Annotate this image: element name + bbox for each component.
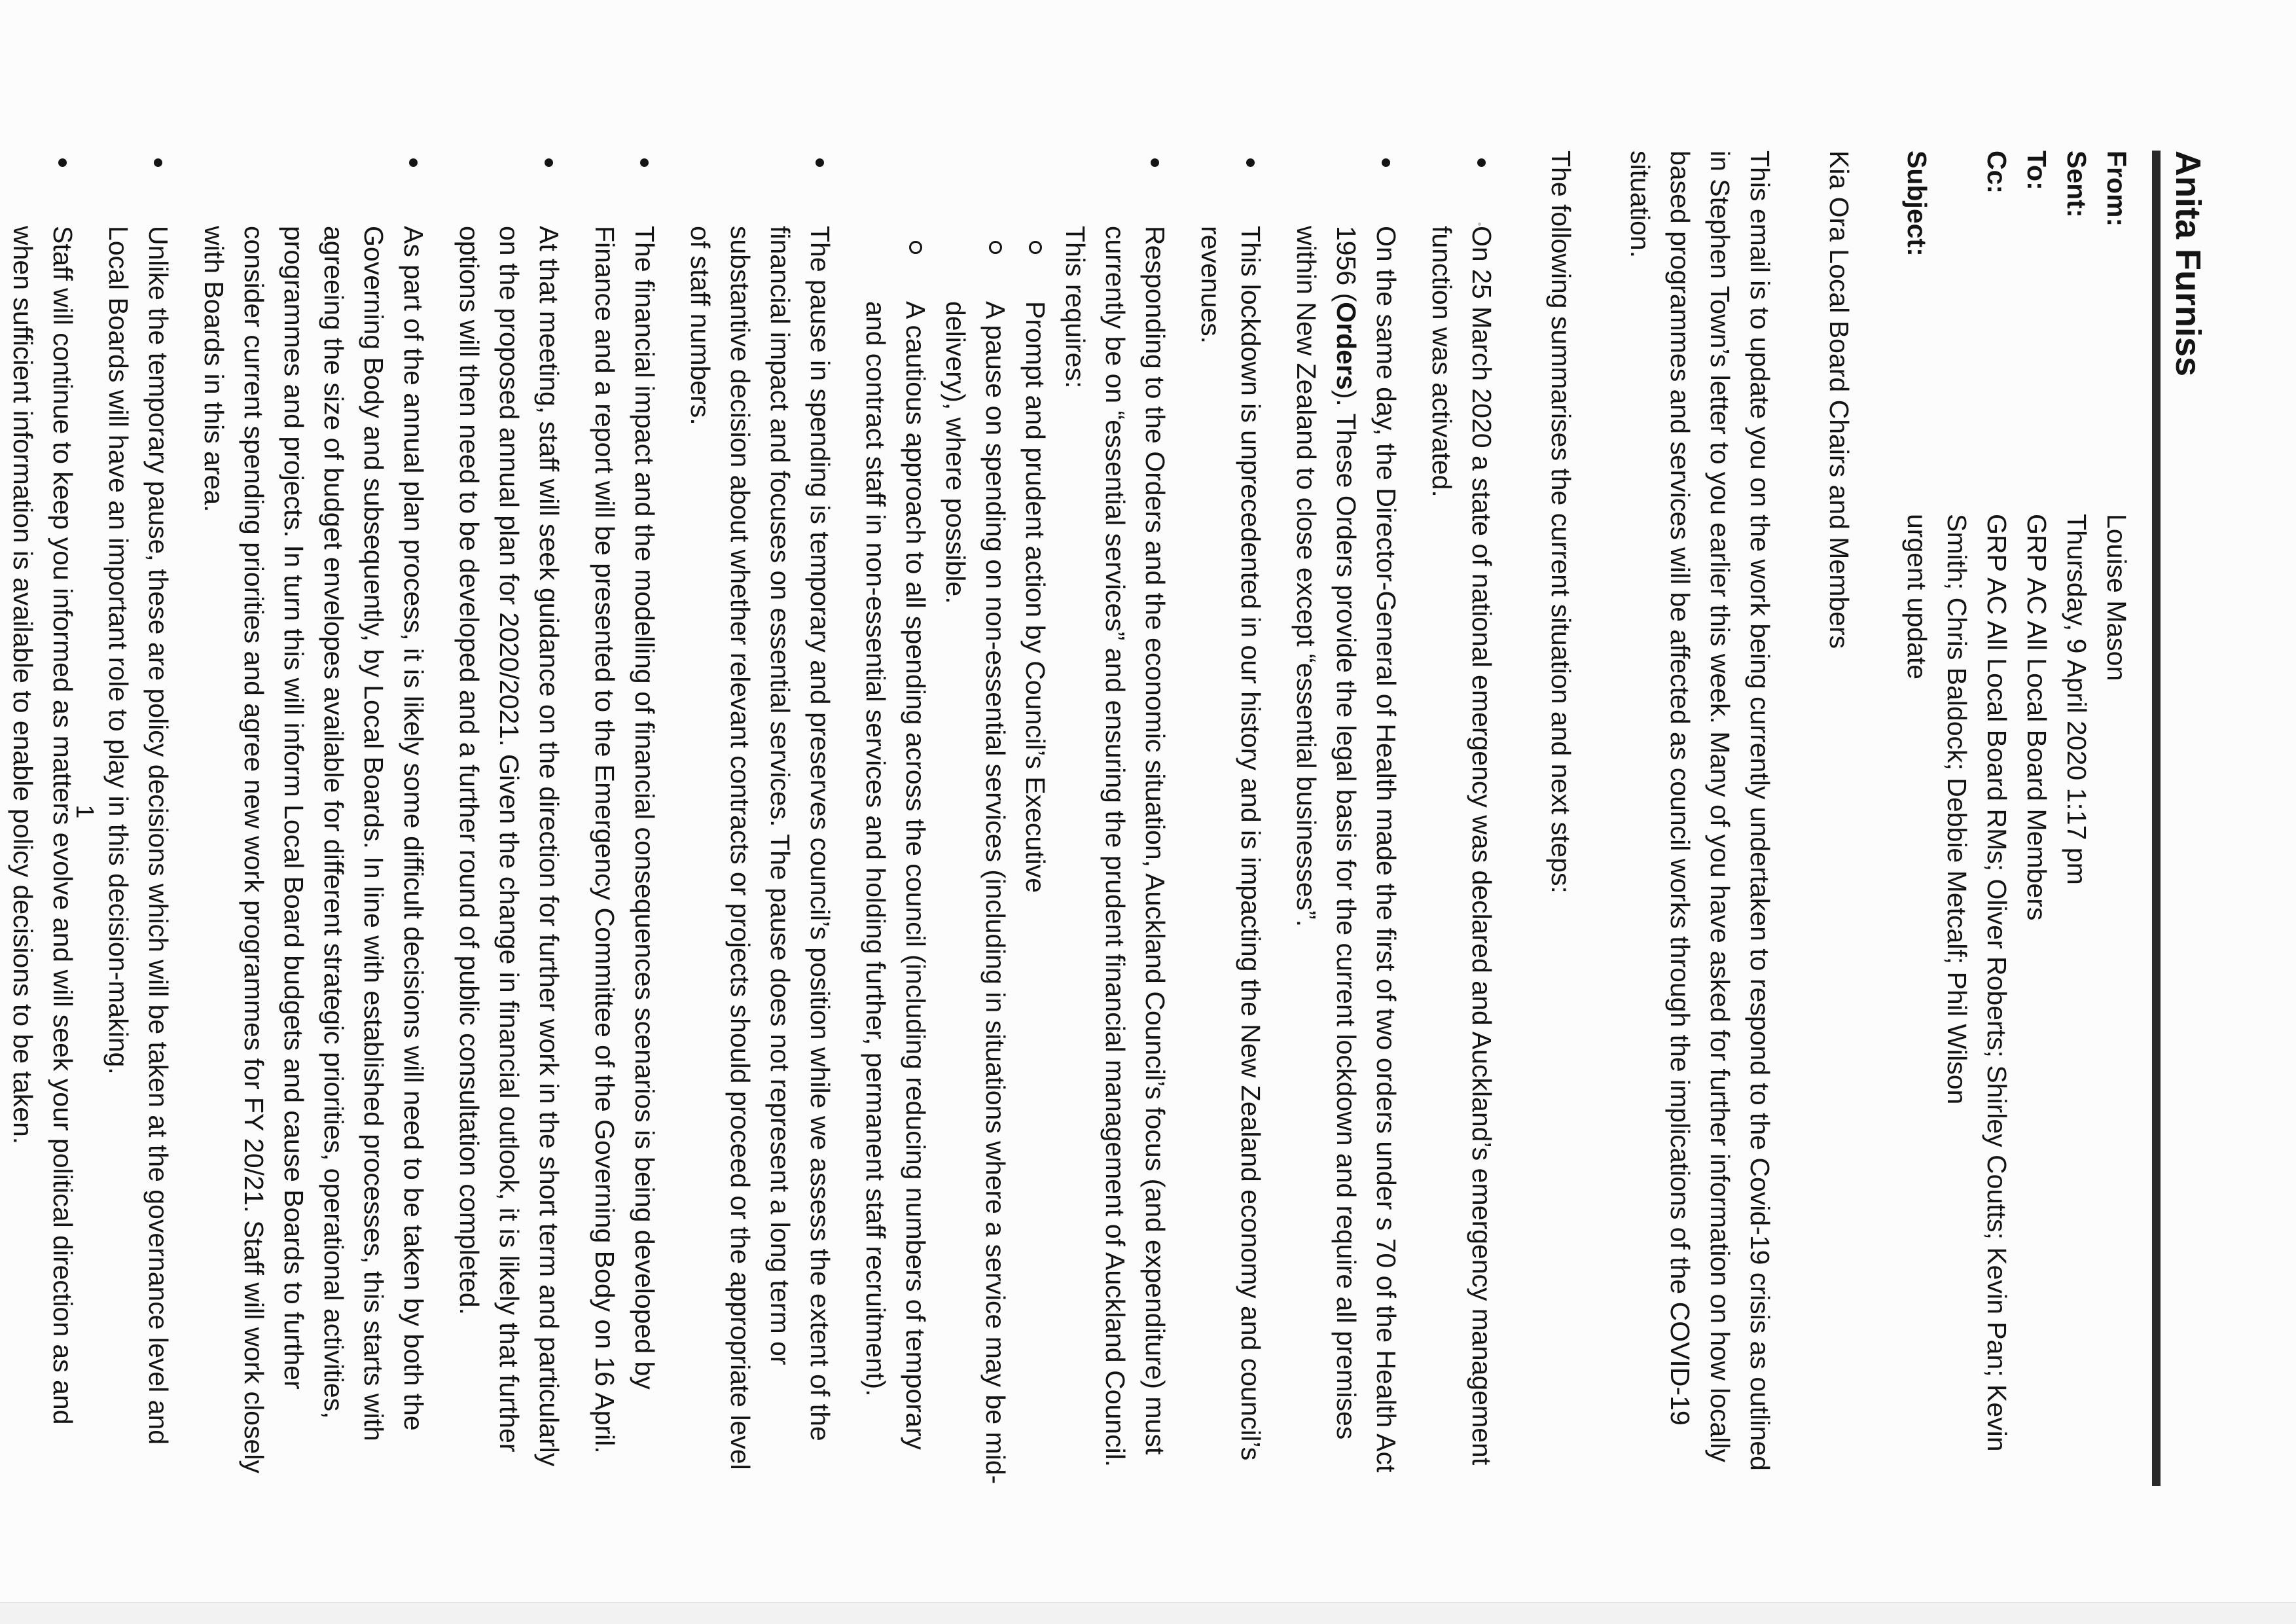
list-item (1422, 151, 1501, 1486)
meta-subject-row (1897, 151, 1937, 1486)
header-name: Anita Furniss (2168, 151, 2208, 377)
lead-in: The following summarises the current situation and next steps: (1546, 151, 1576, 893)
meta-cc-value: GRP AC All Local Board RMs; Oliver Roberts; Shirley Coutts; Kevin Pan; Kevin Smith; Chris Baldock; Debbie Metcalf; Phil Wilson (1942, 514, 2012, 1452)
list-item (194, 151, 433, 1486)
meta-to-value: GRP AC All Local Board Members (2022, 514, 2052, 921)
scan-edge (0, 1602, 2296, 1624)
bullet-text: Unlike the temporary pause, these are policy decisions which will be taken at the governance level and Local Boards will have an important role to play in this decision-making. (103, 226, 173, 1445)
meta-sent-value: Thursday, 9 April 2020 1:17 pm (2062, 514, 2092, 885)
bullet-text: As part of the annual plan process, it is likely some difficult decisions will need to be taken by both the Governing Body and subsequently, by Local Boards. In line with established processes, this starts with agreeing the size of budget envelopes available for different strategic priorities, operational activities, programmes and projects. In turn this will inform Local Board budgets and cause Boards to further consider current spending priorities and agree new work programmes for FY 20/21. Staff will work closely with Boards in this area. (199, 226, 429, 1473)
bullet-text: At that meeting, staff will seek guidance on the direction for further work in the short term and particularly on the proposed annual plan for 2020/2021. Given the change in financial outlook, it is likely that further options will then need to be developed and a further round of public consultation completed. (454, 226, 564, 1467)
meta-subject-label: Subject: (1902, 151, 1932, 257)
bullet-text-part: ). These Orders provide the legal basis for the current lockdown and require all premises within New Zealand to close except “essential businesses”. (1291, 226, 1361, 1440)
email-content (0, 151, 2208, 1486)
list-item (1191, 151, 1270, 1486)
requirements-sublist (855, 226, 1055, 1486)
email-meta (1897, 151, 2136, 1486)
meta-to-row (2017, 151, 2056, 1486)
sub-list-item: A pause on spending on non-essential services (including in situations where a service may be mid-delivery), where possible. (935, 226, 1015, 1486)
list-item (680, 151, 840, 1486)
bullet-text: The financial impact and the modelling of financial consequences scenarios is being developed by Finance and a report will be presented to the Emergency Committee of the Governing Body on 16 April. (590, 226, 660, 1454)
bullet-text-part: On the same day, the Director-General of Health made the first of two orders under s 70 of the Health Act 1956 ( (1331, 226, 1401, 1473)
sub-list-item: Prompt and prudent action by Council’s Executive (1015, 226, 1055, 1486)
meta-from-value: Louise Mason (2102, 514, 2132, 681)
meta-cc-label: Cc: (1982, 151, 2012, 194)
meta-from-row (2096, 151, 2136, 1486)
page-number: 1 (71, 804, 98, 819)
intro-paragraph: This email is to update you on the work being currently undertaken to respond to the Covid-19 crisis as outlined in Stephen Town’s letter to you earlier this week. Many of you have asked for further information on how locally based programmes and services will be affected as council works through the implications of the COVID-19 situation. (1625, 151, 1775, 1471)
sub-list-item: A cautious approach to all spending across the council (including reducing numbers of temporary and contract staff in non-essential services and holding further, permanent staff recruitment). (855, 226, 935, 1486)
meta-cc-row (1937, 151, 2017, 1486)
meta-sent-row (2056, 151, 2096, 1486)
meta-from-label: From: (2102, 151, 2132, 227)
meta-to-label: To: (2022, 151, 2052, 190)
list-item (98, 151, 178, 1486)
orders-term: Orders (1331, 302, 1361, 390)
summary-list (3, 151, 1501, 1486)
bullet-text: This lockdown is unprecedented in our history and is impacting the New Zealand economy and council’s revenues. (1196, 226, 1266, 1461)
bullet-text: Responding to the Orders and the economic situation, Auckland Council’s focus (and expenditure) must currently be on “essential services” and ensuring the prudent financial management of Auckland Council. This requires: (1060, 226, 1170, 1468)
list-item (1286, 151, 1406, 1486)
bullet-text: The pause in spending is temporary and preserves council’s position while we assess the extent of the financial impact and focuses on essential services. The pause does not represent a long term or substantive decision about whether relevant contracts or projects should proceed or the appropriate level of staff numbers. (685, 226, 835, 1470)
list-item (584, 151, 664, 1486)
bullet-text: Staff will continue to keep you informed as matters evolve and will seek your political direction as and when sufficient information is available to enable policy decisions to be taken. (8, 226, 78, 1425)
meta-sent-label: Sent: (2062, 151, 2092, 218)
bullet-text: On 25 March 2020 a state of national emergency was declared and Auckland’s emergency management function was activated. (1427, 226, 1497, 1466)
document-header (2152, 151, 2208, 1486)
greeting: Kia Ora Local Board Chairs and Members (1824, 151, 1854, 649)
list-item (449, 151, 569, 1486)
list-item (855, 151, 1175, 1486)
meta-subject-value: urgent update (1902, 514, 1932, 680)
